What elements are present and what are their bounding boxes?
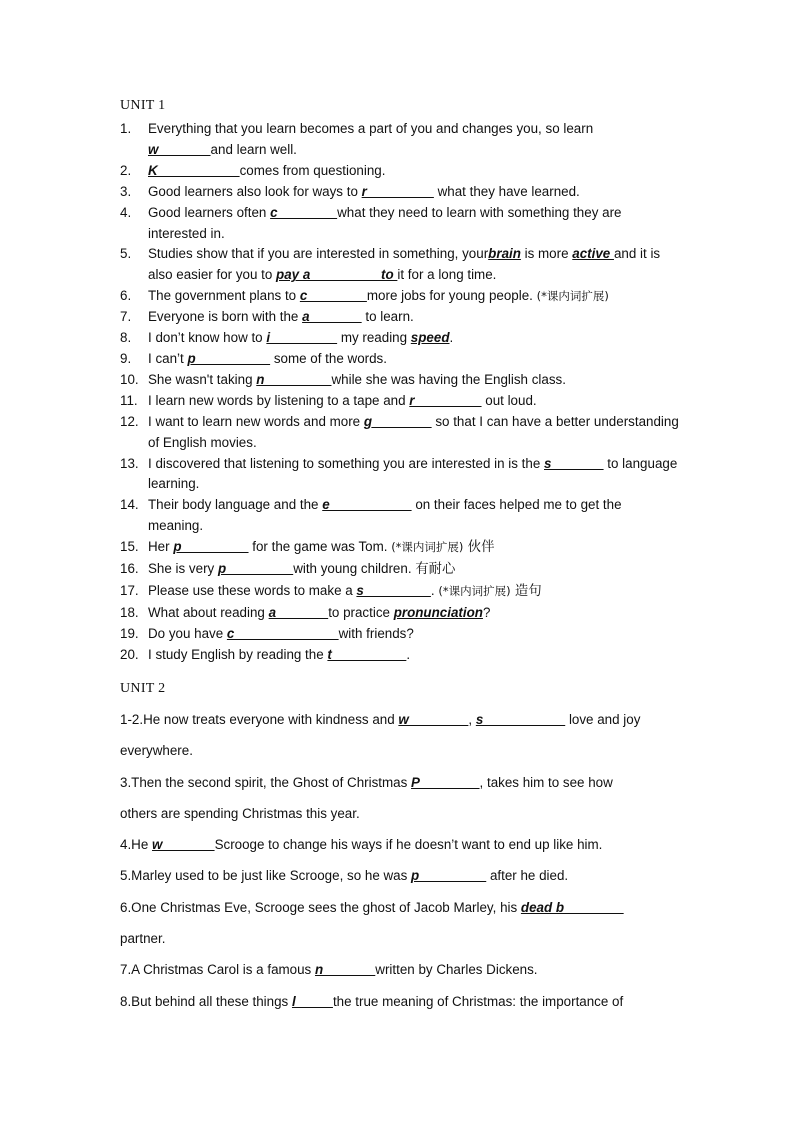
answer-blank: p_________ [217,561,294,577]
answer-blank: a_______ [268,604,329,620]
answer-blank: p_________ [411,868,487,884]
sentence-text: is more [520,246,573,262]
exercise-line [120,892,680,923]
item-number: 6. [120,288,132,304]
answer-blank: l_____ [291,993,333,1009]
sentence-text: others are spending Christmas this year. [120,805,360,821]
item-number: 2. [120,162,132,178]
chinese-hint: 有耐心 [415,562,456,578]
sentence-text: love and joy [565,712,641,727]
item-number: 1. [120,121,132,136]
sentence-text: to language learning. [148,455,678,492]
sentence-text: and it is also easier for you to [148,246,661,283]
sentence-text: . [430,582,439,598]
exercise-item [120,307,680,328]
sentence-text: Good learners also look for ways to [148,183,362,199]
sentence-text: Do you have [148,625,227,641]
sentence-text: my reading [337,330,411,346]
exercise-line [120,735,680,766]
item-number: 10. [120,371,139,387]
answer-blank: w________ [398,712,469,727]
sentence-text: 6.One Christmas Eve, Scrooge sees the ghost of Jacob Marley, his [120,899,521,915]
answer-blank: n_________ [256,371,332,387]
sentence-text: I discovered that listening to something you are interested in is the [148,455,544,471]
unit-1-heading: UNIT 1 [120,98,166,113]
item-number: 5. [120,246,132,262]
answer-blank: e___________ [322,497,412,513]
item-number: 3. [120,183,132,199]
sentence-text: everywhere. [120,743,193,759]
sentence-text: Studies show that if you are interested in something, your [148,246,489,262]
sentence-text: 5.Marley used to be just like Scrooge, so he was [120,868,412,884]
item-number: 16. [120,561,139,577]
exercise-item [120,182,680,203]
answer-blank: pay a_________ to [276,267,398,283]
answer-blank: g________ [363,413,432,429]
sentence-text: written by Charles Dickens. [375,962,538,978]
sentence-text: . [406,646,411,662]
sentence-text: comes from questioning. [239,162,386,178]
answer-blank: brain [488,246,521,262]
sentence-text: some of the words. [270,350,387,366]
exercise-item [120,161,680,182]
sentence-text: I can’t [148,350,188,366]
sentence-text: out loud. [481,392,537,408]
exercise-item [120,328,680,349]
exercise-item [120,370,680,391]
sentence-text: to learn. [361,309,414,325]
item-number: 7. [120,309,132,325]
exercise-item [120,286,680,307]
answer-blank: c________ [299,288,367,304]
item-number: 11. [120,392,138,408]
answer-blank: P________ [411,774,480,790]
sentence-text: I study English by reading the [148,646,328,662]
answer-blank: active [572,246,614,262]
sentence-text: and learn well. [210,141,297,157]
exercise-line [120,860,680,891]
sentence-text: while she was having the English class. [331,371,566,387]
item-number: 14. [120,497,139,513]
sentence-text: Everything that you learn becomes a part of you and changes you, so learn [148,121,594,136]
answer-blank: r_________ [409,392,482,408]
exercise-line [120,704,680,735]
sentence-text: to practice [328,604,394,620]
exercise-item [120,412,680,454]
sentence-text: 4.He [120,837,153,853]
answer-blank: t__________ [327,646,407,662]
item-number: 19. [120,625,139,641]
exercise-line [120,829,680,860]
unit-1-exercise-list [120,119,680,666]
chinese-hint: 造句 [510,583,542,599]
sentence-text: with friends? [338,625,414,641]
sentence-text: ? [482,604,491,620]
sentence-text: 7.A Christmas Carol is a famous [120,962,315,978]
answer-blank: p__________ [187,350,271,366]
sentence-text: on their faces helped me to get the meaning. [148,497,622,534]
sentence-text: Please use these words to make a [148,582,357,598]
exercise-item [120,203,680,245]
sentence-text: for the game was Tom. [248,539,392,555]
answer-blank: a_______ [302,309,362,325]
exercise-item [120,119,680,161]
answer-blank: r_________ [361,183,434,199]
sentence-text: with young children. [293,561,416,577]
unit-2-exercise-list [120,704,680,1017]
sentence-text: What about reading [148,604,269,620]
answer-blank: p_________ [173,539,249,555]
exercise-item [120,495,680,537]
exercise-line [120,954,680,985]
item-number: 15. [120,539,139,555]
item-number: 20. [120,646,139,662]
sentence-text: so that I can have a better understanding of English movies. [148,413,679,450]
unit-2-heading: UNIT 2 [120,681,166,696]
item-number: 8. [120,330,132,346]
sentence-text: She is very [148,561,218,577]
sentence-text: what they need to learn with something they are interested in. [148,204,622,241]
answer-blank: c________ [270,204,338,220]
sentence-text: . [449,330,454,346]
exercise-item [120,244,680,286]
exercise-line [120,923,680,954]
sentence-text: , [468,712,476,727]
sentence-text: 8.But behind all these things [120,993,292,1009]
sentence-text: more jobs for young people. [366,288,537,304]
sentence-text: Their body language and the [148,497,323,513]
sentence-text: partner. [120,931,166,947]
chinese-hint: 伙伴 [463,540,495,556]
exercise-item [120,603,680,624]
item-number: 13. [120,455,139,471]
answer-blank: s___________ [475,712,566,727]
exercise-line [120,986,680,1017]
item-number: 17. [120,582,139,598]
answer-blank: K___________ [148,162,240,178]
answer-blank: n_______ [314,962,376,978]
extension-note: (*课内词扩展) [438,583,511,598]
answer-blank: c______________ [226,625,339,641]
sentence-text: , takes him to see how [479,774,613,790]
sentence-text: I learn new words by listening to a tape and [148,392,410,408]
answer-blank: w_______ [148,141,211,157]
item-number: 18. [120,604,139,620]
sentence-text: it for a long time. [397,267,497,283]
sentence-text: Scrooge to change his ways if he doesn’t want to end up like him. [214,837,603,853]
extension-note: (*课内词扩展) [391,540,464,555]
exercise-item [120,349,680,370]
item-number: 4. [120,204,132,220]
exercise-item [120,559,680,581]
sentence-text: Her [148,539,174,555]
extension-note: (*课内词扩展) [536,289,609,304]
answer-blank: speed [410,330,450,346]
item-number: 9. [120,350,132,366]
sentence-text: The government plans to [148,288,300,304]
exercise-item [120,645,680,666]
exercise-item [120,454,680,496]
answer-blank: s_______ [544,455,604,471]
exercise-item [120,624,680,645]
item-number: 12. [120,413,139,429]
answer-blank: i_________ [266,330,338,346]
answer-blank: pronunciation [393,604,483,620]
answer-blank: s_________ [356,582,431,598]
sentence-text: She wasn't taking [148,371,257,387]
sentence-text: I want to learn new words and more [148,413,364,429]
exercise-item [120,537,680,559]
sentence-text: after he died. [486,868,569,884]
exercise-line [120,767,680,798]
exercise-item [120,391,680,412]
answer-blank: w_______ [152,837,215,853]
sentence-text: 1-2.He now treats everyone with kindness and [120,712,399,727]
sentence-text: the true meaning of Christmas: the importance of [332,993,624,1009]
sentence-text: what they have learned. [433,183,580,199]
sentence-text: Good learners often [148,204,271,220]
sentence-text: 3.Then the second spirit, the Ghost of Christmas [120,774,412,790]
answer-blank: dead b________ [520,899,624,915]
sentence-text: I don’t know how to [148,330,267,346]
exercise-line [120,798,680,829]
sentence-text: Everyone is born with the [148,309,303,325]
exercise-item [120,581,680,603]
